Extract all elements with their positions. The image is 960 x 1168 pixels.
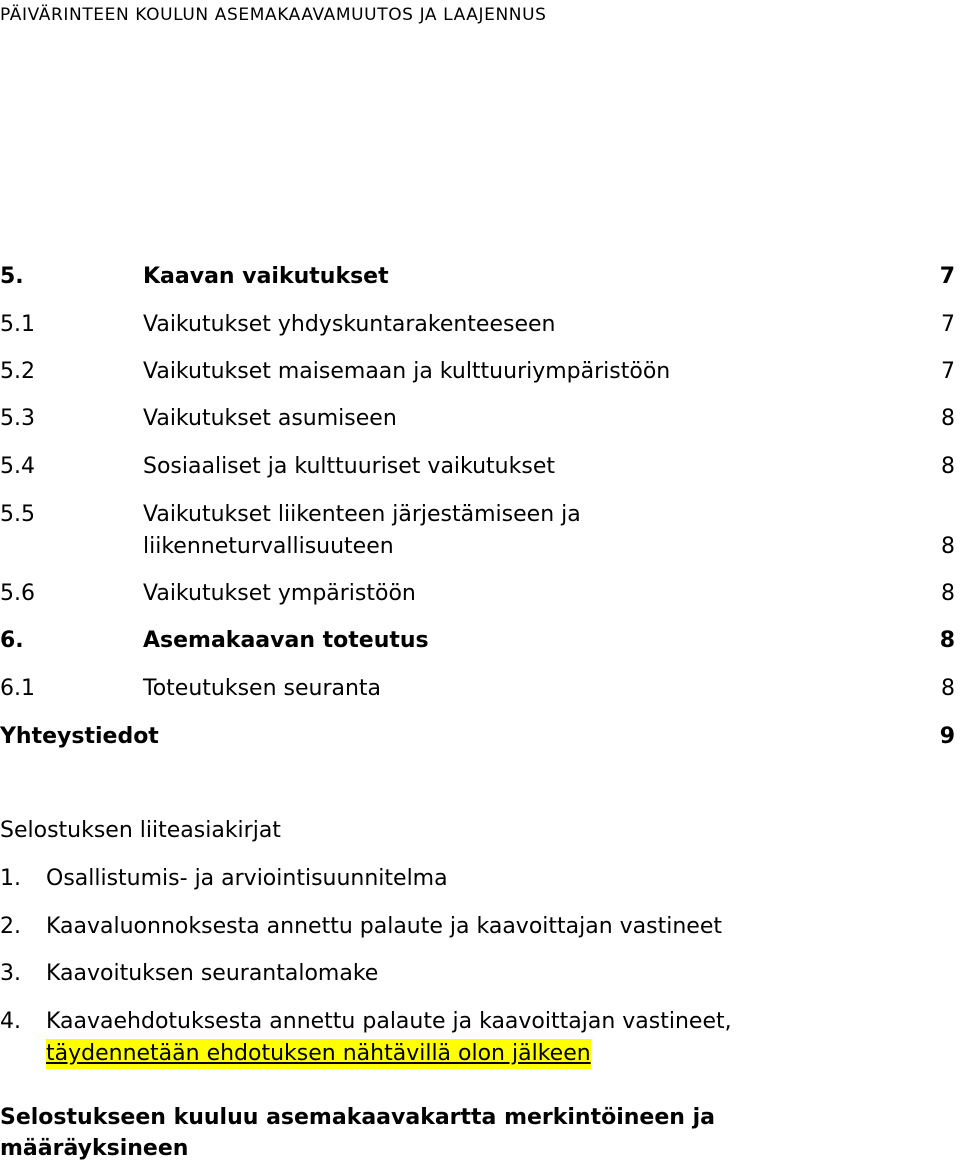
toc-page: 7 (941, 312, 955, 337)
toc-page: 8 (939, 628, 955, 653)
toc-page: 9 (939, 724, 955, 749)
map-statement-line1: Selostukseen kuuluu asemakaavakartta merkintöineen ja (0, 1105, 715, 1130)
map-statement-line2: määräyksineen (0, 1136, 189, 1161)
toc-number: 5.4 (0, 454, 35, 479)
toc-title: Toteutuksen seuranta (143, 676, 382, 701)
attachment-number: 4. (0, 1009, 21, 1034)
toc-number: 5.3 (0, 406, 35, 431)
attachment-text: Kaavoituksen seurantalomake (46, 961, 379, 986)
attachment-text: Kaavaluonnoksesta annettu palaute ja kaavoittajan vastineet (46, 914, 722, 939)
toc-page: 8 (941, 534, 955, 559)
attachments-heading: Selostuksen liiteasiakirjat (0, 818, 281, 843)
toc-page: 8 (941, 581, 955, 606)
toc-page: 8 (941, 406, 955, 431)
toc-title-continued: liikenneturvallisuuteen (143, 534, 394, 559)
toc-title: Sosiaaliset ja kulttuuriset vaikutukset (143, 454, 555, 479)
highlighted-note: täydennetään ehdotuksen nähtävillä olon jälkeen (46, 1039, 591, 1069)
toc-title: Vaikutukset asumiseen (143, 406, 397, 431)
toc-number: 5.6 (0, 581, 35, 606)
attachment-number: 2. (0, 914, 21, 939)
toc-title: Vaikutukset ympäristöön (143, 581, 416, 606)
toc-number: Yhteystiedot (0, 724, 159, 749)
toc-number: 6. (0, 628, 24, 653)
toc-page: 7 (941, 359, 955, 384)
toc-page: 8 (941, 454, 955, 479)
toc-number: 5.1 (0, 312, 35, 337)
toc-number: 5. (0, 264, 24, 289)
toc-number: 6.1 (0, 676, 35, 701)
toc-page: 7 (939, 264, 955, 289)
toc-title: Vaikutukset maisemaan ja kulttuuriympäristöön (143, 359, 671, 384)
toc-number: 5.5 (0, 502, 35, 527)
document-header: PÄIVÄRINTEEN KOULUN ASEMAKAAVAMUUTOS JA LAAJENNUS (0, 5, 547, 25)
attachment-text: Osallistumis- ja arviointisuunnitelma (46, 866, 448, 891)
attachment-number: 1. (0, 866, 21, 891)
attachment-text: Kaavaehdotuksesta annettu palaute ja kaavoittajan vastineet, (46, 1009, 732, 1034)
toc-title: Vaikutukset yhdyskuntarakenteeseen (143, 312, 556, 337)
toc-page: 8 (941, 676, 955, 701)
toc-number: 5.2 (0, 359, 35, 384)
toc-title: Asemakaavan toteutus (143, 628, 429, 653)
toc-title: Kaavan vaikutukset (143, 264, 389, 289)
attachment-number: 3. (0, 961, 21, 986)
toc-title: Vaikutukset liikenteen järjestämiseen ja (143, 502, 581, 527)
